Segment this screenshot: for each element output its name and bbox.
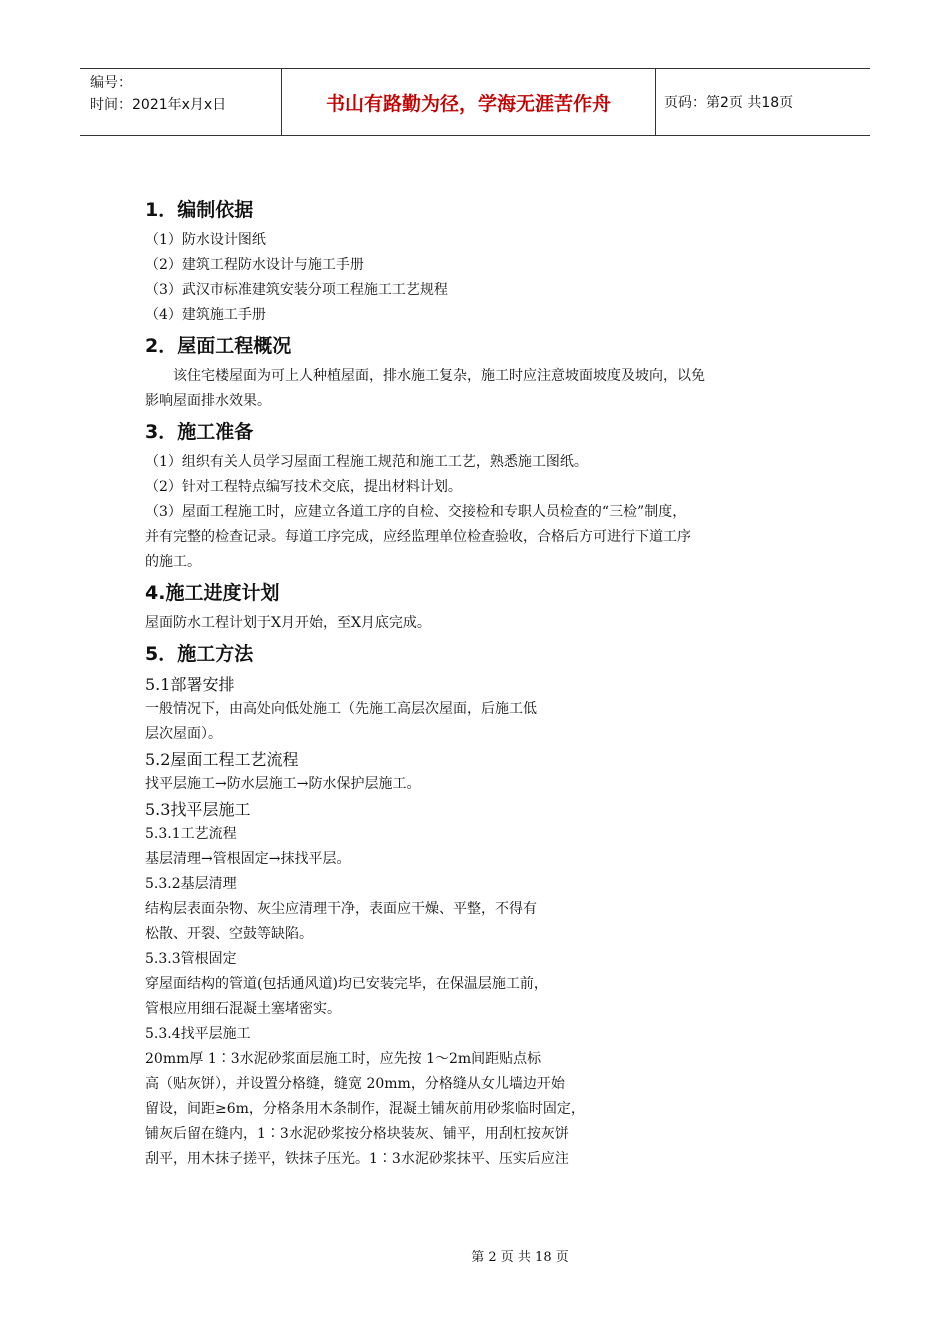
subsection-5-3-line: 5.3.3管根固定 (145, 951, 237, 967)
section-4-line: 屋面防水工程计划于X月开始，至X月底完成。 (145, 615, 431, 631)
subsection-5-1-line: 一般情况下，由高处向低处施工（先施工高层次屋面，后施工低 (145, 701, 537, 717)
header-meta (80, 69, 282, 135)
section-1-line: （4）建筑施工手册 (145, 307, 266, 323)
document-time-label: 时间：2021年x月x日 (90, 97, 227, 113)
section-3 (145, 414, 810, 575)
section-3-line: 并有完整的检查记录。每道工序完成，应经监理单位检查验收，合格后方可进行下道工序 (145, 529, 691, 545)
header-motto: 书山有路勤为径，学海无涯苦作舟 (282, 69, 656, 135)
subsection-5-3-line: 20mm厚 1∶3水泥砂浆面层施工时，应先按 1～2m间距贴点标 (145, 1051, 542, 1067)
section-3-title: 3．施工准备 (145, 421, 254, 443)
section-2-line: 影响屋面排水效果。 (145, 393, 271, 409)
section-5 (145, 636, 810, 1172)
section-2 (145, 328, 810, 414)
section-4 (145, 575, 810, 636)
subsection-5-3-line: 5.3.1工艺流程 (145, 826, 237, 842)
subsection-5-1-title: 5.1部署安排 (145, 675, 235, 694)
subsection-5-3-line: 高（贴灰饼），并设置分格缝，缝宽 20mm，分格缝从女儿墙边开始 (145, 1076, 565, 1092)
subsection-5-3-title: 5.3找平层施工 (145, 800, 251, 819)
subsection-5-3-line: 管根应用细石混凝土塞堵密实。 (145, 1001, 341, 1017)
section-4-title: 4.施工进度计划 (145, 582, 280, 604)
subsection-5-3-line: 结构层表面杂物、灰尘应清理干净，表面应干燥、平整，不得有 (145, 901, 537, 917)
subsection-5-3-line: 铺灰后留在缝内，1∶3水泥砂浆按分格块装灰、铺平，用刮杠按灰饼 (145, 1126, 569, 1142)
subsection-5-3-line: 5.3.2基层清理 (145, 876, 237, 892)
section-1-line: （2）建筑工程防水设计与施工手册 (145, 257, 364, 273)
header-page-info: 页码：第2页 共18页 (664, 95, 794, 111)
section-1 (145, 192, 810, 328)
section-3-line: （1）组织有关人员学习屋面工程施工规范和施工工艺，熟悉施工图纸。 (145, 454, 588, 470)
page-header (80, 68, 870, 136)
subsection-5-3-line: 松散、开裂、空鼓等缺陷。 (145, 926, 313, 942)
section-3-line: （3）屋面工程施工时，应建立各道工序的自检、交接检和专职人员检查的“三检”制度， (145, 504, 687, 520)
section-1-line: （1）防水设计图纸 (145, 232, 266, 248)
page-footer: 第 2 页 共 18 页 (471, 1250, 569, 1265)
section-2-title: 2．屋面工程概况 (145, 335, 292, 357)
section-3-line: 的施工。 (145, 554, 201, 570)
section-3-line: （2）针对工程特点编写技术交底，提出材料计划。 (145, 479, 462, 495)
section-5-title: 5．施工方法 (145, 643, 254, 665)
section-1-title: 1．编制依据 (145, 199, 254, 221)
subsection-5-1-line: 层次屋面）。 (145, 726, 222, 742)
section-1-line: （3）武汉市标准建筑安装分项工程施工工艺规程 (145, 282, 448, 298)
subsection-5-2-title: 5.2屋面工程工艺流程 (145, 750, 299, 769)
section-2-line: 该住宅楼屋面为可上人种植屋面，排水施工复杂，施工时应注意坡面坡度及坡向，以免 (173, 368, 705, 384)
subsection-5-3-line: 刮平，用木抹子搓平，铁抹子压光。1∶3水泥砂浆抹平、压实后应注 (145, 1151, 569, 1167)
subsection-5-3-line: 留设，间距≥6m，分格条用木条制作，混凝土铺灰前用砂浆临时固定， (145, 1101, 585, 1117)
subsection-5-2-line: 找平层施工→防水层施工→防水保护层施工。 (145, 776, 421, 792)
subsection-5-3-line: 5.3.4找平层施工 (145, 1026, 251, 1042)
subsection-5-3-line: 穿屋面结构的管道(包括通风道)均已安装完毕，在保温层施工前， (145, 976, 548, 992)
document-body (145, 192, 810, 1172)
document-number-label: 编号： (90, 75, 132, 91)
subsection-5-3-line: 基层清理→管根固定→抹找平层。 (145, 851, 351, 867)
